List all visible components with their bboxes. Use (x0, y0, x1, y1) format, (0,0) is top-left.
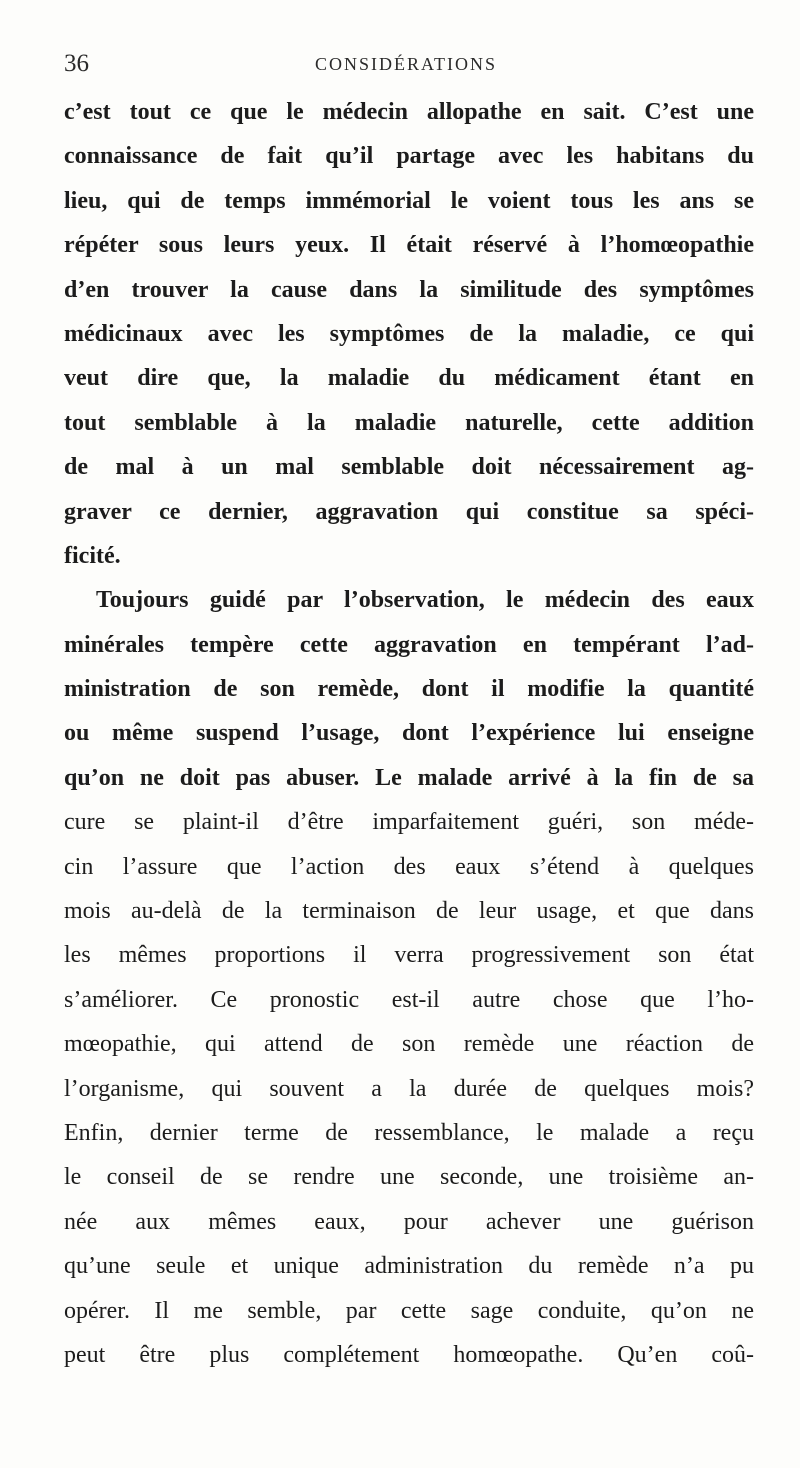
text-line: les mêmes proportions il verra progressivement son état (64, 942, 754, 969)
text-line: c’est tout ce que le médecin allopathe en sait. C’est une (64, 99, 754, 125)
text-line: née aux mêmes eaux, pour achever une guérison (64, 1208, 754, 1235)
text-line: connaissance de fait qu’il partage avec les habitans du (64, 143, 754, 170)
text-line: s’améliorer. Ce pronostic est-il autre chose que l’ho- (64, 986, 754, 1013)
text-line: l’organisme, qui souvent a la durée de quelques mois? (64, 1075, 754, 1102)
text-line: opérer. Il me semble, par cette sage conduite, qu’on ne (64, 1297, 754, 1324)
running-title: CONSIDÉRATIONS (314, 54, 497, 74)
text-line: cure se plaint-il d’être imparfaitement guéri, son méde- (64, 809, 754, 836)
text-line: qu’une seule et unique administration du remède n’a pu (64, 1253, 754, 1280)
running-head (64, 42, 748, 82)
text-line: le conseil de se rendre une seconde, une troisième an- (64, 1164, 754, 1191)
text-line: cin l’assure que l’action des eaux s’étend à quelques (64, 853, 754, 880)
text-line: lieu, qui de temps immémorial le voient tous les ans se (64, 187, 754, 214)
text-line: Enfin, dernier terme de ressemblance, le malade a reçu (64, 1119, 754, 1146)
text-line: minérales tempère cette aggravation en tempérant l’ad- (64, 631, 754, 658)
text-line: ministration de son remède, dont il modifie la quantité (64, 676, 754, 703)
text-line: répéter sous leurs yeux. Il était réservé à l’homœopathie (64, 232, 754, 259)
text-line: tout semblable à la maladie naturelle, cette addition (64, 409, 754, 436)
text-line: peut être plus complétement homœopathe. Qu’en coû- (64, 1341, 754, 1368)
text-line: veut dire que, la maladie du médicament étant en (64, 365, 754, 392)
text-line: graver ce dernier, aggravation qui constitue sa spéci- (64, 498, 754, 525)
text-line: d’en trouver la cause dans la similitude des symptômes (64, 276, 754, 303)
text-line: Toujours guidé par l’observation, le médecin des eaux (96, 587, 754, 614)
text-line: de mal à un mal semblable doit nécessairement ag- (64, 454, 754, 481)
body-text (64, 90, 754, 1377)
text-line: médicinaux avec les symptômes de la maladie, ce qui (64, 320, 754, 347)
text-line: ou même suspend l’usage, dont l’expérience lui enseigne (64, 720, 754, 747)
text-line: qu’on ne doit pas abuser. Le malade arrivé à la fin de sa (64, 764, 754, 791)
text-line: ficité. (64, 542, 121, 569)
page-number: 36 (64, 50, 89, 77)
text-line: mœopathie, qui attend de son remède une réaction de (64, 1031, 754, 1058)
text-line: mois au-delà de la terminaison de leur usage, et que dans (64, 898, 754, 925)
